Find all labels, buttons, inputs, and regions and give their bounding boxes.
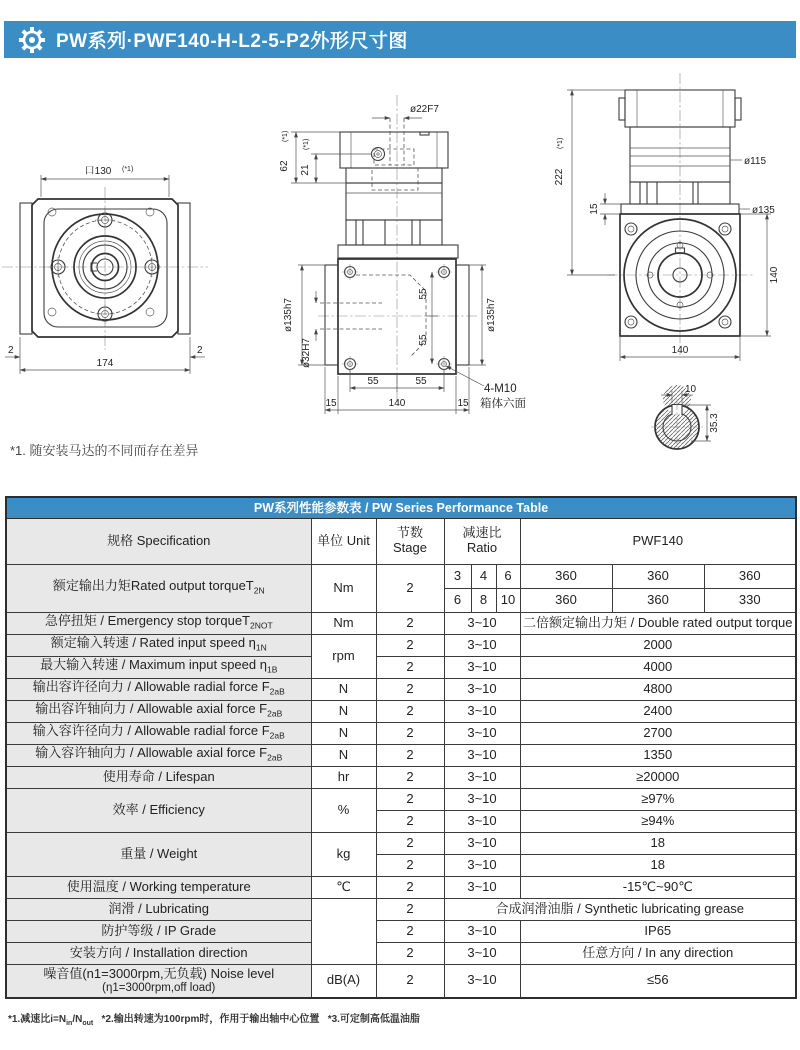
stage-cell: 2	[376, 964, 444, 998]
ratio-cell: 3~10	[444, 920, 520, 942]
col-stage: 节数 Stage	[376, 518, 444, 564]
dim-21-note: (*1)	[303, 138, 310, 150]
dim-21: 21	[300, 164, 311, 176]
drawing-note: *1. 随安装马达的不同而存在差异	[10, 443, 199, 458]
unit-cell: dB(A)	[311, 964, 376, 998]
value-cell: ≥97%	[520, 788, 796, 810]
value-cell: 2400	[520, 700, 796, 722]
stage-cell: 2	[376, 810, 444, 832]
note-box-faces: 箱体六面	[480, 398, 526, 410]
unit-cell: N	[311, 722, 376, 744]
dim-bolt-55-left: 55	[367, 376, 379, 387]
dim-edge-left-2: 2	[8, 345, 14, 356]
value-cell: 360	[520, 564, 612, 588]
ratio-cell: 3~10	[444, 612, 520, 634]
spec-installation: 安装方向 / Installation direction	[6, 942, 311, 964]
note-bolt-4-M10: 4-M10	[484, 383, 517, 395]
dim-140-bottom: 140	[388, 398, 406, 409]
ratio-cell: 4	[471, 564, 496, 588]
spec-noise: 噪音值(n1=3000rpm,无负载) Noise level (η1=3000rpm,off load)	[6, 964, 311, 998]
unit-cell: kg	[311, 832, 376, 876]
front-view-drawing	[0, 72, 260, 407]
dim-15-left: 15	[325, 398, 337, 409]
table-title-row	[6, 497, 796, 518]
unit-rated-torque: Nm	[311, 564, 376, 612]
ratio-cell: 3~10	[444, 964, 520, 998]
row-emergency-torque	[6, 612, 796, 634]
table-header-row	[6, 518, 796, 564]
row-rated-input-speed	[6, 634, 796, 656]
top-view-drawing	[545, 65, 800, 450]
row-max-input-speed	[6, 656, 796, 678]
stage-cell: 2	[376, 744, 444, 766]
dim-62-note: (*1)	[282, 130, 289, 142]
ratio-cell: 6	[496, 564, 520, 588]
row-lubricating	[6, 898, 796, 920]
spec-emergency: 急停扭矩 / Emergency stop torqueT$_{2NOT}$	[6, 612, 311, 634]
ratio-cell: 10	[496, 588, 520, 612]
row-ip-grade	[6, 920, 796, 942]
stage-cell: 2	[376, 678, 444, 700]
dim-222: 222	[554, 168, 565, 186]
stage-cell: 2	[376, 700, 444, 722]
unit-cell: rpm	[311, 634, 376, 678]
stage-cell: 2	[376, 612, 444, 634]
spec-output-radial: 输出容许径向力 / Allowable radial force $F_{2aB}$	[6, 678, 311, 700]
stage-cell: 2	[376, 722, 444, 744]
shaft-cross-section	[651, 384, 720, 449]
unit-cell: N	[311, 744, 376, 766]
row-noise	[6, 964, 796, 998]
ratio-cell: 3~10	[444, 634, 520, 656]
ratio-cell: 3	[444, 564, 471, 588]
ratio-cell: 8	[471, 588, 496, 612]
value-cell: 4800	[520, 678, 796, 700]
unit-cell: ℃	[311, 876, 376, 898]
stage-cell: 2	[376, 832, 444, 854]
row-weight-1	[6, 832, 796, 854]
spec-input-axial: 输入容许轴向力 / Allowable axial force $F_{2aB}$	[6, 744, 311, 766]
spec-rated-input: 额定输入转速 / Rated input speed $\eta_{1N}$	[6, 634, 311, 656]
row-input-radial-force	[6, 722, 796, 744]
spec-input-radial: 输入容许径向力 / Allowable radial force $F_{2aB}$	[6, 722, 311, 744]
stage-cell: 2	[376, 656, 444, 678]
row-output-axial-force	[6, 700, 796, 722]
ratio-cell: 6	[444, 588, 471, 612]
value-cell: 任意方向 / In any direction	[520, 942, 796, 964]
spec-efficiency: 效率 / Efficiency	[6, 788, 311, 832]
stage-cell: 2	[376, 876, 444, 898]
spec-lifespan: 使用寿命 / Lifespan	[6, 766, 311, 788]
performance-table	[5, 496, 797, 999]
ratio-cell: 3~10	[444, 832, 520, 854]
value-cell: ≥94%	[520, 810, 796, 832]
value-cell: 18	[520, 854, 796, 876]
dim-140-bottom: 140	[671, 345, 689, 356]
dim-flange-left-135h7: ø135h7	[283, 298, 294, 332]
dim-edge-right-2: 2	[197, 345, 203, 356]
motor-adapter-outline	[338, 118, 458, 258]
ratio-cell: 3~10	[444, 656, 520, 678]
ratio-cell: 3~10	[444, 678, 520, 700]
unit-cell-empty	[311, 898, 376, 964]
page-header	[4, 21, 796, 58]
value-cell: -15℃~90℃	[520, 876, 796, 898]
col-model: PWF140	[520, 518, 796, 564]
ratio-cell: 3~10	[444, 876, 520, 898]
dim-15-right: 15	[457, 398, 469, 409]
ratio-cell: 3~10	[444, 942, 520, 964]
row-installation	[6, 942, 796, 964]
stage-cell: 2	[376, 898, 444, 920]
side-view-drawing	[260, 70, 545, 445]
unit-cell: N	[311, 678, 376, 700]
dim-keyway-35-3: 35.3	[709, 413, 720, 433]
value-cell: 360	[612, 564, 704, 588]
dim-140-right: 140	[769, 266, 780, 284]
table-footnote: *1.减速比$i=N_{in}/N_{out}$ *2.输出转速为100rpm时，作用于输出轴中心位置 *3.可定制高低温油脂	[8, 1014, 420, 1027]
row-output-radial-force	[6, 678, 796, 700]
value-cell: 4000	[520, 656, 796, 678]
value-cell: 360	[520, 588, 612, 612]
stage-cell: 2	[376, 788, 444, 810]
gear-icon	[16, 24, 48, 56]
value-cell: IP65	[520, 920, 796, 942]
dim-222-note: (*1)	[557, 137, 564, 149]
row-lifespan	[6, 766, 796, 788]
row-temperature	[6, 876, 796, 898]
unit-cell: hr	[311, 766, 376, 788]
ratio-cell: 3~10	[444, 722, 520, 744]
dim-bolt-55-right: 55	[415, 376, 427, 387]
dim-keyway-10: 10	[685, 384, 697, 395]
value-cell: 合成润滑油脂 / Synthetic lubricating grease	[444, 898, 796, 920]
value-cell: 1350	[520, 744, 796, 766]
unit-cell: Nm	[311, 612, 376, 634]
stage-cell: 2	[376, 634, 444, 656]
value-cell: 2700	[520, 722, 796, 744]
value-cell: 360	[612, 588, 704, 612]
value-cell: 330	[704, 588, 796, 612]
ratio-cell: 3~10	[444, 700, 520, 722]
value-cell: ≥20000	[520, 766, 796, 788]
value-cell: ≤56	[520, 964, 796, 998]
dim-square-130: 口130	[84, 166, 112, 177]
stage-cell: 2	[376, 920, 444, 942]
spec-ip-grade: 防护等级 / IP Grade	[6, 920, 311, 942]
spec-rated-torque: 额定输出力矩Rated output torqueT$_{2N}$	[6, 564, 311, 612]
ratio-cell: 3~10	[444, 766, 520, 788]
dim-flange-right-135h7: ø135h7	[486, 298, 497, 332]
spec-lubricating: 润滑 / Lubricating	[6, 898, 311, 920]
unit-cell: %	[311, 788, 376, 832]
spec-temperature: 使用温度 / Working temperature	[6, 876, 311, 898]
row-efficiency-1	[6, 788, 796, 810]
stage-rated-torque: 2	[376, 564, 444, 612]
page-title: PW系列·PWF140-H-L2-5-P2外形尺寸图	[56, 31, 408, 52]
dim-62: 62	[279, 160, 290, 172]
value-cell: 18	[520, 832, 796, 854]
dim-15: 15	[589, 203, 600, 215]
stage-cell: 2	[376, 942, 444, 964]
row-rated-torque-1	[6, 564, 796, 588]
stage-cell: 2	[376, 766, 444, 788]
value-cell: 360	[704, 564, 796, 588]
spec-weight: 重量 / Weight	[6, 832, 311, 876]
value-cell: 2000	[520, 634, 796, 656]
dim-55-lower: 55	[418, 334, 429, 346]
unit-cell: N	[311, 700, 376, 722]
dim-shaft-22F7: ø22F7	[410, 104, 439, 115]
spec-output-axial: 输出容许轴向力 / Allowable axial force $F_{2aB}$	[6, 700, 311, 722]
spec-max-input: 最大输入转速 / Maximum input speed $\eta_{1B}$	[6, 656, 311, 678]
ratio-cell: 3~10	[444, 810, 520, 832]
col-unit: 单位 Unit	[311, 518, 376, 564]
row-input-axial-force	[6, 744, 796, 766]
ratio-cell: 3~10	[444, 744, 520, 766]
dim-square-130-note: (*1)	[122, 166, 134, 173]
value-cell: 二倍额定输出力矩 / Double rated output torque	[520, 612, 796, 634]
dim-bore-32H7: ø32H7	[301, 337, 312, 369]
ratio-cell: 3~10	[444, 788, 520, 810]
dim-135: ø135	[752, 205, 775, 216]
col-ratio: 减速比 Ratio	[444, 518, 520, 564]
table-title: PW系列性能参数表 / PW Series Performance Table	[6, 497, 796, 518]
col-spec: 规格 Specification	[6, 518, 311, 564]
dim-115: ø115	[744, 156, 767, 167]
dim-width-174: 174	[96, 358, 114, 369]
dim-55-upper: 55	[418, 288, 429, 300]
ratio-cell: 3~10	[444, 854, 520, 876]
stage-cell: 2	[376, 854, 444, 876]
